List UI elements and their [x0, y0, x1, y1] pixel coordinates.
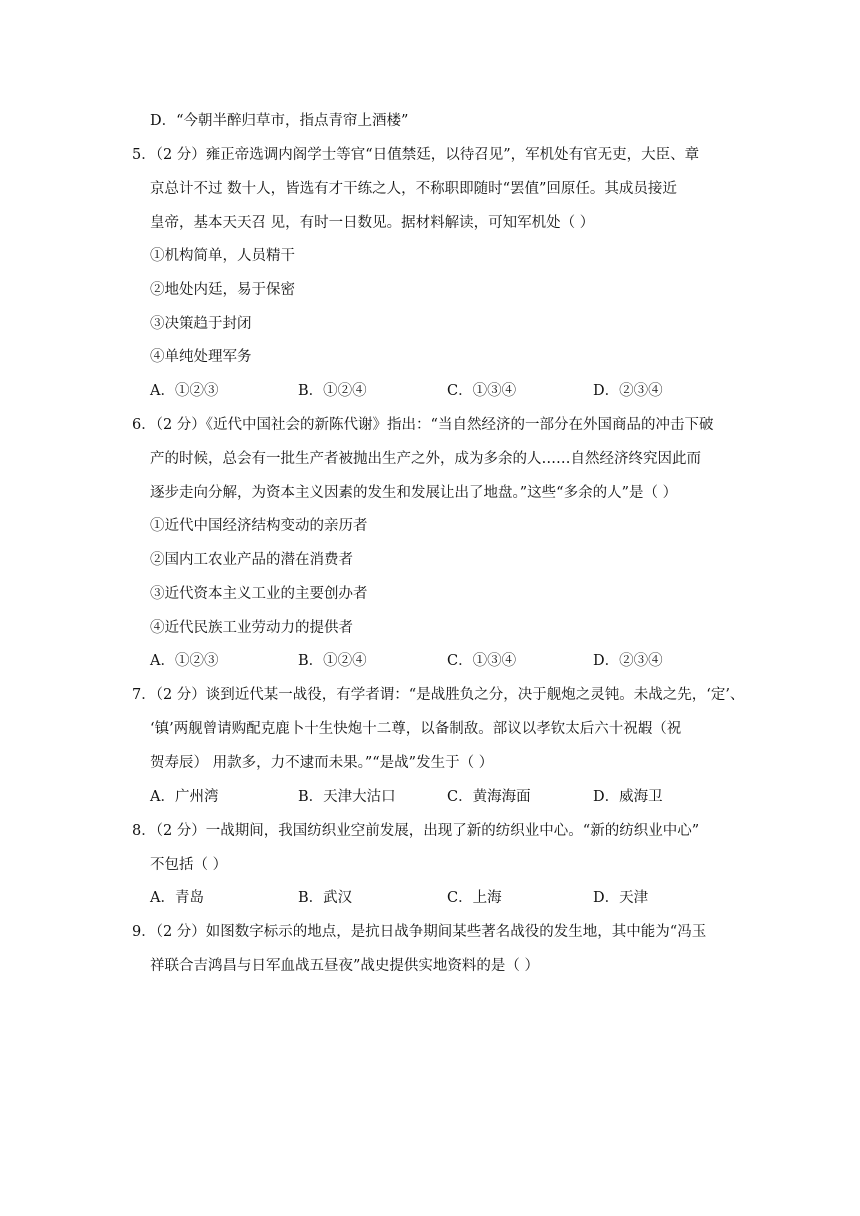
q5-option-d[interactable]: D．②③④	[593, 383, 663, 399]
q6-item-4: ④近代民族工业劳动力的提供者	[150, 620, 353, 636]
q7-stem-line-3: 贺寿辰） 用款多，力不逮而未果。”“是战”发生于（ ）	[150, 755, 494, 771]
q8-stem-line-2: 不包括（ ）	[150, 857, 228, 873]
q6-item-1: ①近代中国经济结构变动的亲历者	[150, 518, 368, 534]
q5-item-3: ③决策趋于封闭	[150, 316, 252, 332]
q8-option-d[interactable]: D．天津	[593, 890, 649, 906]
q8-stem-line-1: 8．（2 分）一战期间，我国纺织业空前发展，出现了新的纺织业中心。“新的纺织业中心”	[132, 823, 700, 839]
q5-stem-line-2: 京总计不过 数十人，皆选有才干练之人，不称职即随时“罢值”回原任。其成员接近	[150, 181, 677, 197]
q8-option-c[interactable]: C．上海	[447, 890, 502, 906]
q5-item-1: ①机构简单，人员精干	[150, 248, 295, 264]
q5-item-2: ②地处内廷，易于保密	[150, 282, 295, 298]
q9-stem-line-1: 9．（2 分）如图数字标示的地点，是抗日战争期间某些著名战役的发生地，其中能为“冯玉	[132, 924, 707, 940]
q6-option-d[interactable]: D．②③④	[593, 653, 663, 669]
q9-stem-line-2: 祥联合吉鸿昌与日军血战五昼夜”战史提供实地资料的是（ ）	[150, 958, 540, 974]
q8-option-b[interactable]: B．武汉	[298, 890, 353, 906]
q5-option-c[interactable]: C．①③④	[447, 383, 517, 399]
q7-option-c[interactable]: C．黄海海面	[447, 789, 531, 805]
q7-stem-line-1: 7．（2 分）谈到近代某一战役，有学者谓：“是战胜负之分，决于舰炮之灵钝。未战之先，‘定’、	[132, 687, 745, 703]
q6-stem-line-1: 6．（2 分）《近代中国社会的新陈代谢》指出：“当自然经济的一部分在外国商品的冲击下破	[132, 417, 714, 433]
q5-options	[150, 381, 750, 401]
q7-option-d[interactable]: D．威海卫	[593, 789, 663, 805]
q7-option-a[interactable]: A．广州湾	[150, 789, 219, 805]
q5-option-a[interactable]: A．①②③	[150, 383, 219, 399]
q6-option-a[interactable]: A．①②③	[150, 653, 219, 669]
q8-options	[150, 888, 750, 908]
q5-stem-line-3: 皇帝，基本天天召 见，有时一日数见。据材料解读，可知军机处（ ）	[150, 215, 595, 231]
q6-options	[150, 651, 750, 671]
q6-option-c[interactable]: C．①③④	[447, 653, 517, 669]
q6-item-2: ②国内工农业产品的潜在消费者	[150, 552, 353, 568]
q7-options	[150, 787, 750, 807]
q5-item-4: ④单纯处理军务	[150, 349, 252, 365]
q6-stem-line-3: 逐步走向分解，为资本主义因素的发生和发展让出了地盘。”这些“多余的人”是（ ）	[150, 485, 678, 501]
q4-option-d: D．“今朝半醉归草市，指点青帘上酒楼”	[150, 113, 409, 129]
q5-option-b[interactable]: B．①②④	[298, 383, 367, 399]
q7-option-b[interactable]: B．天津大沽口	[298, 789, 396, 805]
q5-stem-line-1: 5．（2 分）雍正帝选调内阁学士等官“日值禁廷，以待召见”，军机处有官无吏，大臣、章	[132, 147, 700, 163]
q7-stem-line-2: ‘镇’两舰曾请购配克鹿卜十生快炮十二尊，以备制敌。部议以孝钦太后六十祝嘏（祝	[150, 721, 682, 737]
q6-stem-line-2: 产的时候，总会有一批生产者被抛出生产之外，成为多余的人……自然经济终究因此而	[150, 451, 701, 467]
q8-option-a[interactable]: A．青岛	[150, 890, 204, 906]
q6-option-b[interactable]: B．①②④	[298, 653, 367, 669]
q6-item-3: ③近代资本主义工业的主要创办者	[150, 586, 368, 602]
